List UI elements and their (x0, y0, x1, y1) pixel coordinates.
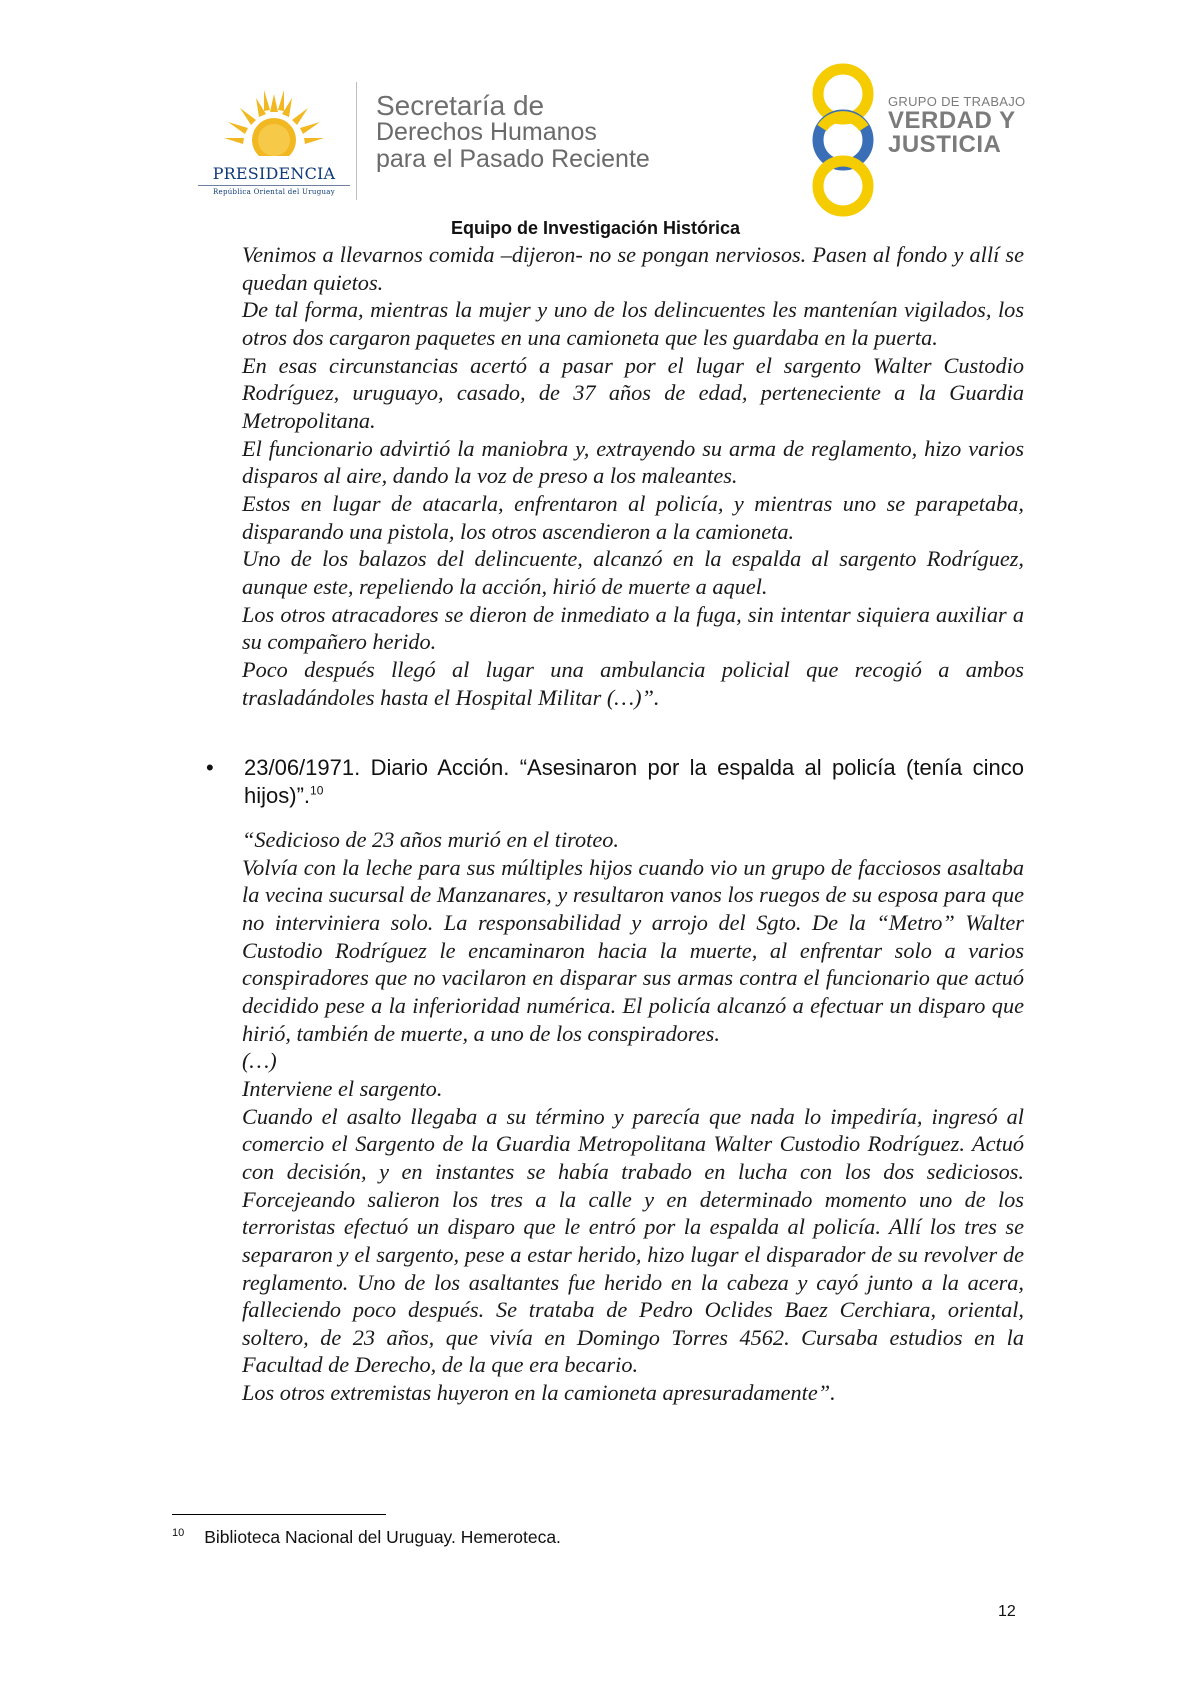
footnote-number: 10 (172, 1527, 185, 1539)
bullet-dot: • (206, 755, 214, 780)
grupo-line-1: GRUPO DE TRABAJO (888, 94, 1026, 109)
presidencia-subtitle: República Oriental del Uruguay (212, 188, 336, 196)
header-divider (356, 82, 357, 200)
quote1-paragraph: De tal forma, mientras la mujer y uno de los delincuentes les mantenían vigilados, los otros dos cargaron paquetes en una camioneta que les guardaba en la puerta. (242, 297, 1024, 350)
secretaria-line-1: Secretaría de (376, 90, 545, 121)
page-header (0, 60, 1191, 220)
presidencia-name: PRESIDENCIA (212, 164, 336, 183)
footnote-reference[interactable]: 10 (310, 783, 324, 798)
quote1-paragraph: El funcionario advirtió la maniobra y, extrayendo su arma de reglamento, hizo varios disparos al aire, dando la voz de preso a los maleantes. (242, 435, 1024, 489)
presidencia-divider (198, 185, 350, 186)
grupo-line-2: VERDAD Y (888, 107, 1016, 134)
footnote-text: Biblioteca Nacional del Uruguay. Hemeroteca. (204, 1527, 561, 1547)
footnote-separator (172, 1514, 386, 1515)
team-heading: Equipo de Investigación Histórica (450, 218, 741, 238)
grupo-trabajo-text (888, 94, 1025, 157)
quote2-paragraph: (…) (242, 1048, 277, 1074)
grupo-line-3: JUSTICIA (888, 131, 1002, 158)
quote-block-1 (242, 241, 1024, 711)
quote1-paragraph: Venimos a llevarnos comida –dijeron- no se pongan nerviosos. Pasen al fondo y allí se quedan quietos. (242, 242, 1024, 295)
quote2-paragraph: Volvía con la leche para sus múltiples hijos cuando vio un grupo de facciosos asaltaba la vecina sucursal de Manzanares, y resultaron vanos los ruegos de su esposa para que no interviniera solo. La responsabilidad y arrojo del Sgto. De la “Metro” Walter Custodio Rodríguez le encaminaron hacia la muerte, al enfrentar solo a varios conspiradores que no vacilaron en disparar sus armas contra el funcionario que actuó decidido pese a la inferioridad numérica. El policía alcanzó a efectuar un disparo que hirió, también de muerte, a uno de los conspiradores. (242, 854, 1024, 1046)
bullet-text-wrap (244, 754, 1024, 809)
bullet-text: 23/06/1971. Diario Acción. “Asesinaron por la espalda al policía (tenía cinco hijos)”. (244, 755, 1024, 808)
quote2-paragraph: Cuando el asalto llegaba a su término y parecía que nada lo impediría, ingresó al comercio el Sargento de la Guardia Metropolitana Walter Custodio Rodríguez. Actuó con decisión, y en instantes se había trabado en lucha con los dos sediciosos. Forcejeando salieron los tres a la calle y en determinado momento uno de los terroristas efectuó un disparo que le entró por la espalda al policía. Allí los tres se separaron y el sargento, pese a estar herido, hizo lugar el disparador de su revolver de reglamento. Uno de los asaltantes fue herido en la cabeza y cayó junto a la acera, falleciendo poco después. Se trataba de Pedro Oclides Baez Cerchiara, oriental, soltero, de 23 años, que vivía en Domingo Torres 4562. Cursaba estudios en la Facultad de Derecho, de la que era becario. (242, 1103, 1024, 1378)
quote1-paragraph: Uno de los balazos del delincuente, alcanzó en la espalda al sargento Rodríguez, aunque este, repeliendo la acción, hirió de muerte a aquel. (242, 546, 1024, 599)
secretaria-line-2: Derechos Humanos (376, 118, 597, 146)
quote2-paragraph: “Sedicioso de 23 años murió en el tiroteo. (242, 827, 619, 852)
quote1-paragraph: Los otros atracadores se dieron de inmediato a la fuga, sin intentar siquiera auxiliar a su compañero herido. (242, 601, 1024, 655)
quote2-paragraph: Interviene el sargento. (242, 1075, 443, 1101)
quote1-paragraph: En esas circunstancias acertó a pasar por el lugar el sargento Walter Custodio Rodríguez, uruguayo, casado, de 37 años de edad, perteneciente a la Guardia Metropolitana. (242, 352, 1024, 433)
bullet-item (206, 754, 1024, 809)
secretaria-line-3: para el Pasado Reciente (376, 145, 650, 173)
secretaria-title (376, 92, 736, 173)
quote1-paragraph: Poco después llegó al lugar una ambulancia policial que recogió a ambos trasladándoles hasta el Hospital Militar (…)”. (242, 656, 1024, 710)
quote2-paragraph: Los otros extremistas huyeron en la camioneta apresuradamente”. (242, 1380, 836, 1406)
sun-icon (196, 82, 352, 162)
footnote (172, 1527, 561, 1548)
quote-block-2 (242, 826, 1024, 1407)
page-number: 12 (998, 1603, 1016, 1620)
quote1-paragraph: Estos en lugar de atacarla, enfrentaron al policía, y mientras uno se parapetaba, disparando una pistola, los otros ascendieron a la camioneta. (242, 490, 1024, 544)
